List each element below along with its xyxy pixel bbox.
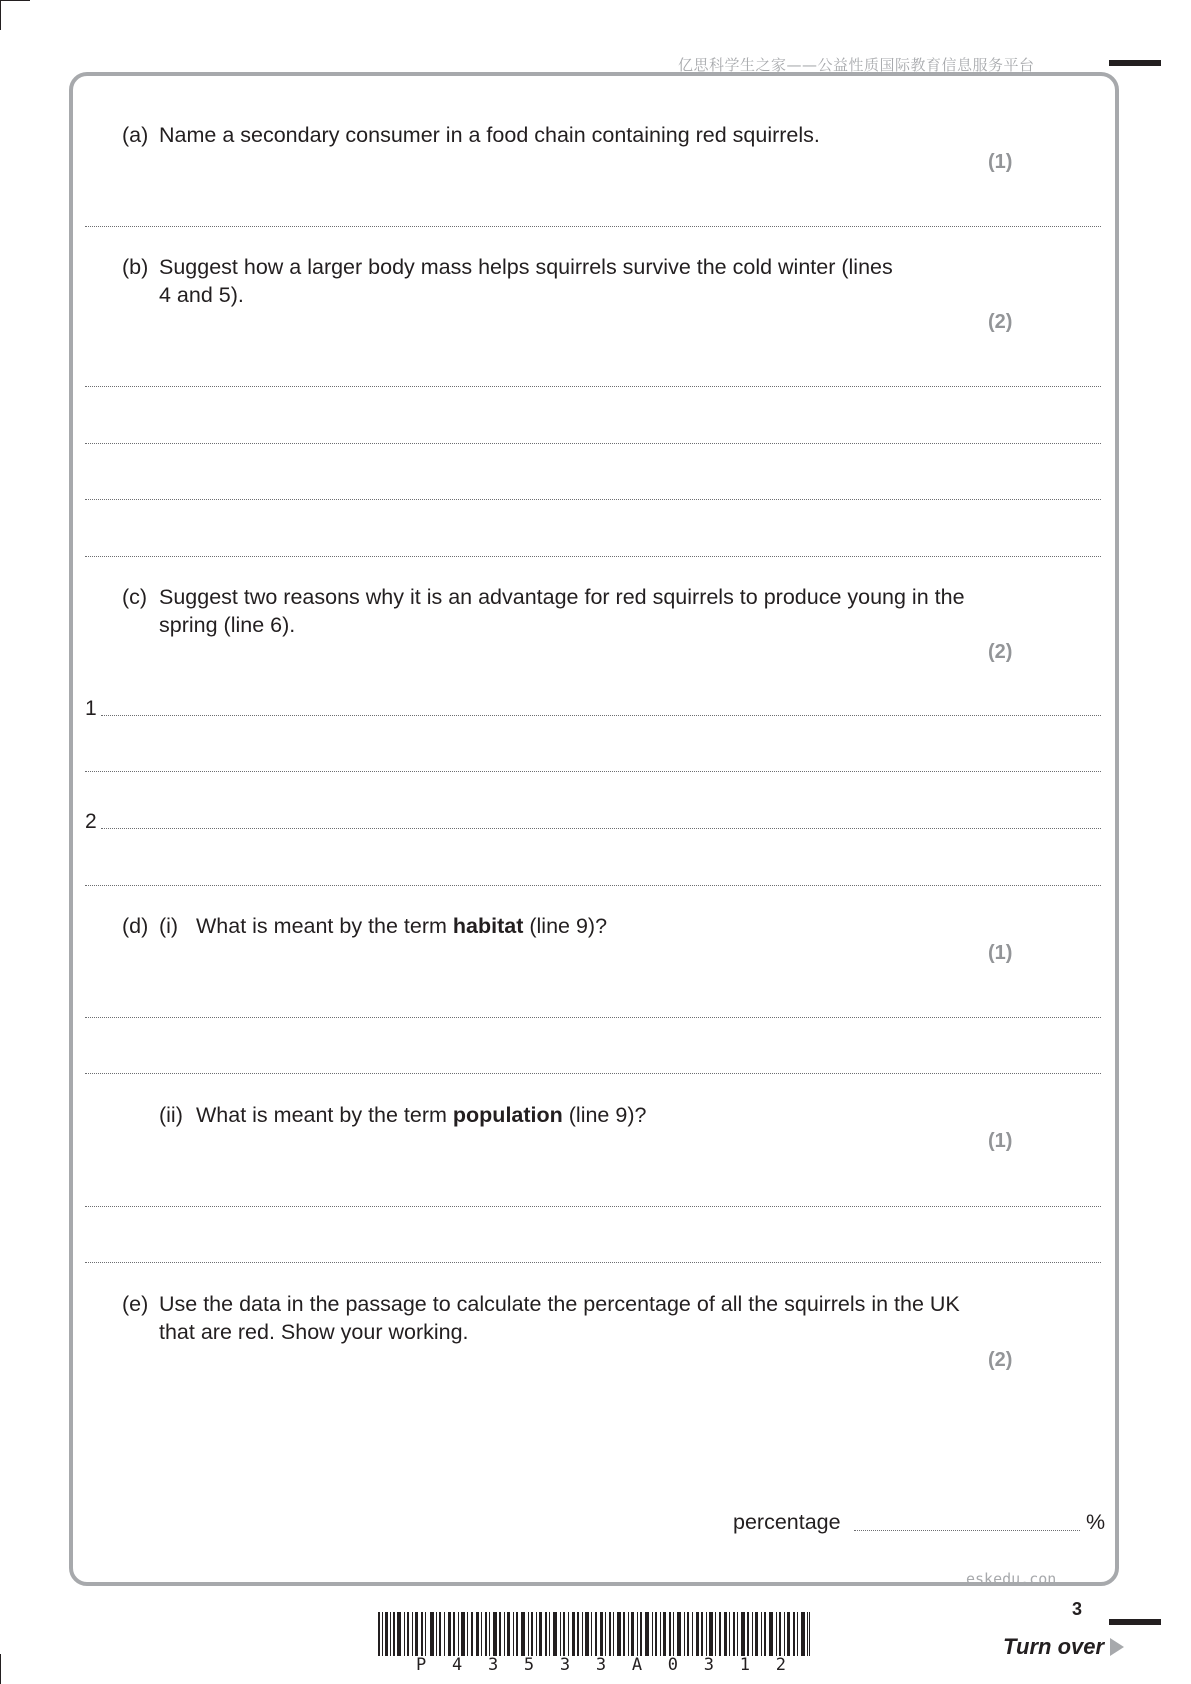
answer-line[interactable] [85, 771, 1101, 772]
footer-watermark: eskedu.con [966, 1570, 1057, 1588]
barcode-char: A [631, 1655, 643, 1675]
answer-line[interactable] [101, 828, 1101, 829]
answer-line[interactable] [85, 1262, 1101, 1263]
question-b-text: Suggest how a larger body mass helps squirrels survive the cold winter (lines 4 and 5). [159, 255, 893, 307]
barcode-char: 2 [775, 1655, 786, 1675]
question-e-text: Use the data in the passage to calculate the percentage of all the squirrels in the UK that are red. Show your working. [159, 1292, 960, 1344]
question-d-ii-text: What is meant by the term [196, 1103, 453, 1127]
question-b [122, 253, 899, 309]
question-d-ii-label: (ii) [159, 1103, 183, 1127]
question-e-marks: (2) [988, 1349, 1013, 1371]
crop-mark-top-h [0, 0, 30, 1]
question-b-label: (b) [122, 255, 149, 279]
barcode-char: 3 [487, 1655, 499, 1675]
question-d-ii-marks: (1) [988, 1130, 1013, 1152]
question-d-i-text: What is meant by the term [196, 914, 453, 938]
question-e-label: (e) [122, 1292, 149, 1316]
barcode-char: 0 [667, 1655, 679, 1675]
question-a-text: Name a secondary consumer in a food chain containing red squirrels. [159, 123, 820, 147]
question-d-i-label: (i) [159, 914, 179, 938]
percentage-label: percentage [733, 1510, 841, 1534]
question-d-i-marks: (1) [988, 942, 1013, 964]
answer-line[interactable] [85, 885, 1101, 886]
answer-line[interactable] [85, 1206, 1101, 1207]
question-c-text: Suggest two reasons why it is an advantage for red squirrels to produce young in the spring (line 6). [159, 585, 965, 637]
side-bar-bottom [1109, 1619, 1161, 1625]
answer-line[interactable] [85, 1073, 1101, 1074]
question-c-marks: (2) [988, 641, 1013, 663]
answer-number-1: 1 [85, 697, 97, 720]
question-d-ii [122, 1101, 996, 1129]
question-d-i [122, 912, 996, 940]
answer-number-2: 2 [85, 810, 97, 833]
percentage-answer-field[interactable] [854, 1530, 1080, 1531]
percent-symbol: % [1086, 1510, 1106, 1534]
arrow-right-icon [1110, 1638, 1124, 1656]
header-watermark: 亿思科学生之家——公益性质国际教育信息服务平台 [678, 56, 1035, 74]
barcode-char: 3 [559, 1655, 571, 1675]
answer-line[interactable] [85, 443, 1101, 444]
question-c-label: (c) [122, 585, 148, 609]
answer-line[interactable] [85, 556, 1101, 557]
barcode-char: 3 [595, 1655, 607, 1675]
side-bar-top [1109, 60, 1161, 66]
barcode-char: 5 [523, 1655, 535, 1675]
barcode-char: 4 [451, 1655, 463, 1675]
page-number: 3 [1072, 1599, 1083, 1619]
question-d-label: (d) [122, 914, 149, 938]
question-c [122, 583, 999, 639]
question-b-marks: (2) [988, 311, 1013, 333]
crop-mark-top [0, 0, 1, 30]
answer-line[interactable] [101, 715, 1101, 716]
question-d-i-text-end: (line 9)? [523, 914, 608, 938]
barcode-char: 1 [739, 1655, 750, 1675]
question-a [122, 121, 999, 149]
barcode-text [416, 1655, 786, 1675]
crop-mark-bottom [0, 1654, 1, 1684]
barcode-char: 3 [703, 1655, 714, 1675]
barcode-char: P [416, 1655, 427, 1675]
answer-line[interactable] [85, 386, 1101, 387]
term-population: population [452, 1103, 563, 1127]
answer-line[interactable] [85, 226, 1101, 227]
question-d-ii-text-end: (line 9)? [562, 1103, 647, 1127]
question-e [122, 1290, 999, 1346]
barcode [378, 1612, 810, 1656]
turn-over-label: Turn over [1003, 1634, 1105, 1659]
answer-line[interactable] [85, 499, 1101, 500]
question-a-marks: (1) [988, 151, 1013, 173]
term-habitat: habitat [452, 914, 524, 938]
question-a-label: (a) [122, 123, 149, 147]
answer-line[interactable] [85, 1017, 1101, 1018]
